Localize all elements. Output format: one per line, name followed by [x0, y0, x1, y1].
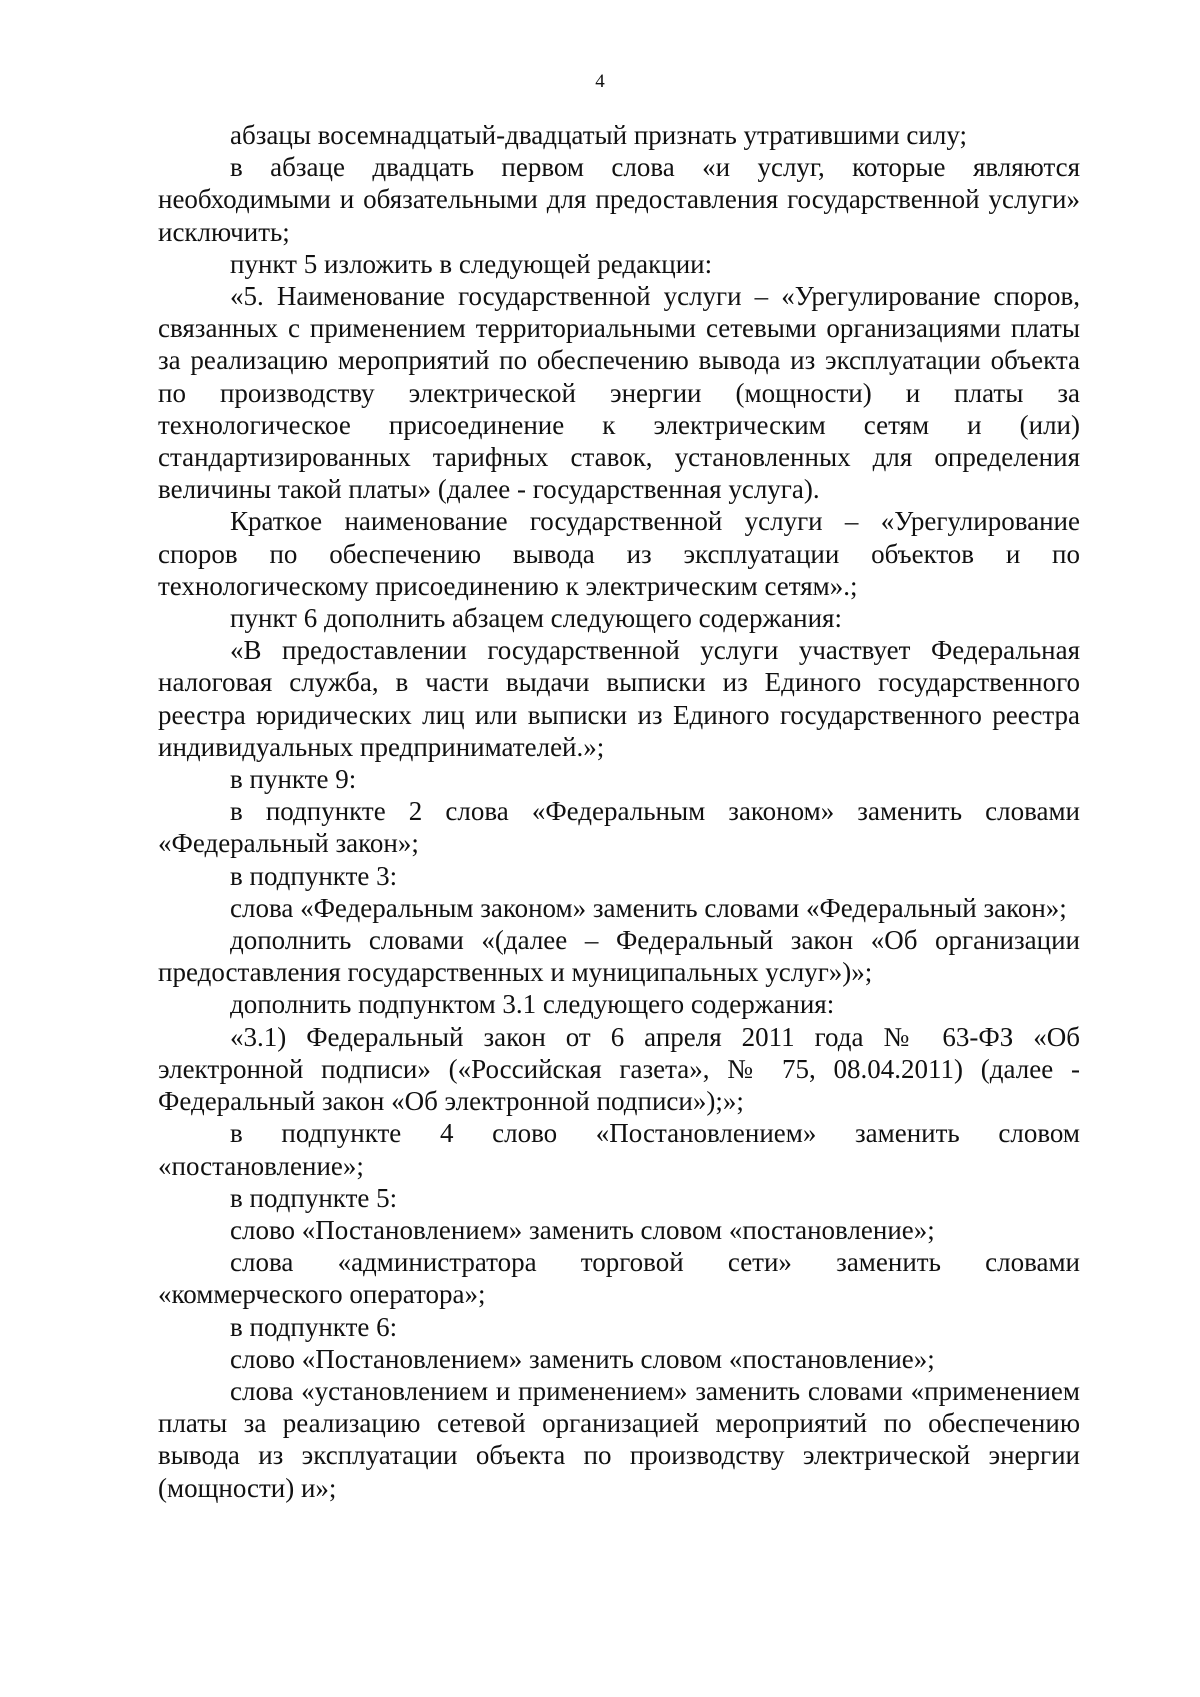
- paragraph: пункт 6 дополнить абзацем следующего содержания:: [230, 603, 842, 634]
- paragraph: Краткое наименование государственной услуги – «Урегулирование споров по обеспечению вывода из эксплуатации объектов и по технологическому присоединению к электрическим сетям».;: [158, 506, 1080, 601]
- paragraph: в подпункте 5:: [230, 1182, 398, 1213]
- paragraph: «5. Наименование государственной услуги – «Урегулирование споров, связанных с применением территориальными сетевыми организациями платы за реализацию мероприятий по обеспечению вывода из эксплуатации объекта по производству электрической энергии (мощности) и платы за технологическое присоединение к электрическим сетям и (или) стандартизированных тарифных ставок, установленных для определения величины такой платы» (далее - государственная услуга).: [158, 281, 1080, 505]
- paragraph: в подпункте 2 слова «Федеральным законом» заменить словами «Федеральный закон»;: [158, 796, 1080, 859]
- page-number: 4: [595, 71, 605, 92]
- paragraph: в подпункте 6:: [230, 1311, 398, 1342]
- paragraph: слово «Постановлением» заменить словом «постановление»;: [230, 1214, 935, 1245]
- paragraph: пункт 5 изложить в следующей редакции:: [230, 248, 713, 279]
- paragraph: в абзаце двадцать первом слова «и услуг, которые являются необходимыми и обязательными для предоставления государственной услуги» исключить;: [158, 152, 1080, 247]
- paragraph: «3.1) Федеральный закон от 6 апреля 2011 года № 63-ФЗ «Об электронной подписи» («Российская газета», № 75, 08.04.2011) (далее - Федеральный закон «Об электронной подписи»);»;: [158, 1021, 1080, 1117]
- paragraph: дополнить подпунктом 3.1 следующего содержания:: [230, 989, 835, 1020]
- paragraph: в пункте 9:: [230, 764, 357, 795]
- document-body: [158, 119, 1080, 1504]
- paragraph: «В предоставлении государственной услуги участвует Федеральная налоговая служба, в части выдачи выписки из Единого государственного реестра юридических лиц или выписки из Единого государственного реестра индивидуальных предпринимателей.»;: [158, 635, 1080, 762]
- paragraph: в подпункте 3:: [230, 860, 398, 891]
- paragraph: абзацы восемнадцатый-двадцатый признать утратившими силу;: [230, 120, 967, 150]
- paragraph: слова «администратора торговой сети» заменить словами «коммерческого оператора»;: [158, 1247, 1080, 1310]
- paragraph: слова «Федеральным законом» заменить словами «Федеральный закон»;: [230, 892, 1067, 923]
- paragraph: слова «установлением и применением» заменить словами «применением платы за реализацию сетевой организацией мероприятий по обеспечению вывода из эксплуатации объекта по производству электрической энергии (мощности) и»;: [158, 1375, 1080, 1503]
- paragraph: в подпункте 4 слово «Постановлением» заменить словом «постановление»;: [158, 1118, 1080, 1181]
- paragraph: дополнить словами «(далее – Федеральный закон «Об организации предоставления государственных и муниципальных услуг»)»;: [158, 925, 1080, 988]
- paragraph: слово «Постановлением» заменить словом «постановление»;: [230, 1343, 935, 1374]
